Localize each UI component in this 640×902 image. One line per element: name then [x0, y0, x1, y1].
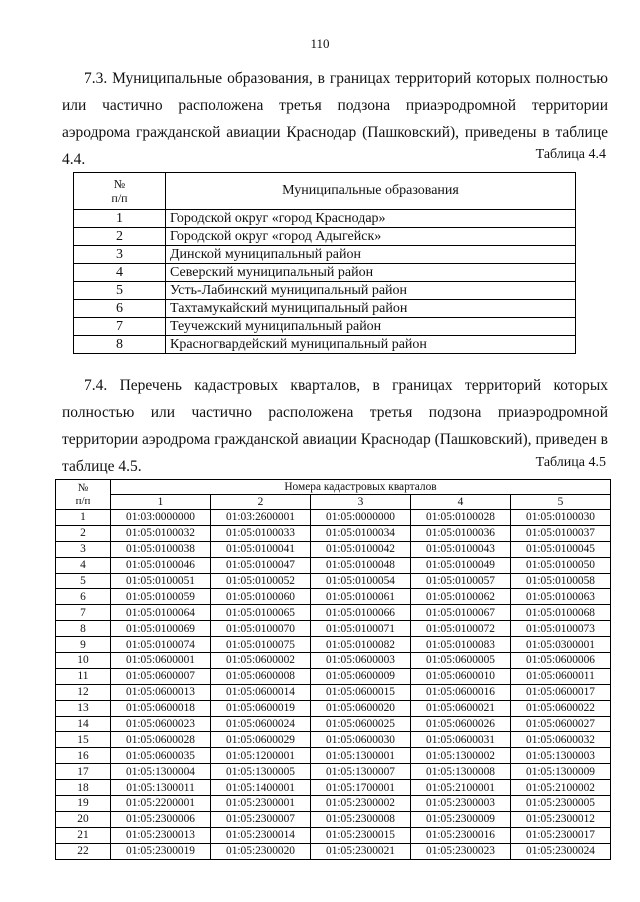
cadastral-quarter-cell: 01:05:0600030 — [311, 732, 411, 748]
cadastral-quarter-cell: 01:05:0100042 — [311, 541, 411, 557]
cadastral-quarter-cell: 01:05:2300017 — [511, 827, 611, 843]
row-number: 6 — [56, 589, 111, 605]
cadastral-quarter-cell: 01:05:0600020 — [311, 700, 411, 716]
cadastral-quarter-cell: 01:05:2300021 — [311, 843, 411, 859]
row-number: 5 — [74, 282, 166, 300]
table-row — [56, 557, 611, 573]
table-4-5-header-num — [56, 480, 111, 510]
table-row — [74, 264, 576, 282]
cadastral-quarter-cell: 01:03:0000000 — [111, 510, 211, 526]
cadastral-quarter-cell: 01:05:0600024 — [211, 716, 311, 732]
cadastral-quarter-cell: 01:05:1200001 — [211, 748, 311, 764]
cadastral-quarter-cell: 01:05:0600005 — [411, 653, 511, 669]
table-row — [74, 246, 576, 264]
cadastral-quarter-cell: 01:05:0100068 — [511, 605, 611, 621]
cadastral-quarter-cell: 01:05:0100041 — [211, 541, 311, 557]
cadastral-quarter-cell: 01:05:0100057 — [411, 573, 511, 589]
cadastral-quarter-cell: 01:05:0000000 — [311, 510, 411, 526]
row-number: 1 — [74, 210, 166, 228]
cadastral-quarter-cell: 01:05:1300004 — [111, 764, 211, 780]
row-number: 17 — [56, 764, 111, 780]
row-number: 21 — [56, 827, 111, 843]
cadastral-quarter-cell: 01:05:0100061 — [311, 589, 411, 605]
municipality-name: Северский муниципальный район — [166, 264, 576, 282]
table-row — [56, 621, 611, 637]
cadastral-quarter-cell: 01:05:2300023 — [411, 843, 511, 859]
cadastral-quarter-cell: 01:05:2300006 — [111, 811, 211, 827]
row-number: 2 — [56, 525, 111, 541]
paragraph-7-3-rest: или частично расположена третья подзона приаэродромной территории аэродрома гражданской авиации Краснодар (Пашковский), приведены в таблице 4.4. — [62, 97, 608, 168]
table-row — [56, 573, 611, 589]
cadastral-quarter-cell: 01:05:0600032 — [511, 732, 611, 748]
cadastral-quarter-cell: 01:05:0100069 — [111, 621, 211, 637]
cadastral-quarter-cell: 01:05:0100075 — [211, 637, 311, 653]
row-number: 18 — [56, 780, 111, 796]
row-number: 3 — [74, 246, 166, 264]
cadastral-quarter-cell: 01:05:0600025 — [311, 716, 411, 732]
cadastral-quarter-cell: 01:05:0100047 — [211, 557, 311, 573]
cadastral-quarter-cell: 01:05:0100065 — [211, 605, 311, 621]
row-number: 7 — [56, 605, 111, 621]
cadastral-quarter-cell: 01:05:0600021 — [411, 700, 511, 716]
cadastral-quarter-cell: 01:05:0600009 — [311, 668, 411, 684]
cadastral-quarter-cell: 01:05:0100048 — [311, 557, 411, 573]
cadastral-quarter-cell: 01:05:0100072 — [411, 621, 511, 637]
cadastral-quarter-cell: 01:05:0600023 — [111, 716, 211, 732]
table-row — [56, 668, 611, 684]
column-header: 2 — [211, 495, 311, 510]
row-number: 8 — [56, 621, 111, 637]
cadastral-quarter-cell: 01:05:0100038 — [111, 541, 211, 557]
cadastral-quarter-cell: 01:05:0100070 — [211, 621, 311, 637]
cadastral-quarter-cell: 01:05:0600007 — [111, 668, 211, 684]
cadastral-quarter-cell: 01:05:1300007 — [311, 764, 411, 780]
table-row — [56, 653, 611, 669]
row-number: 20 — [56, 811, 111, 827]
cadastral-quarter-cell: 01:05:0600008 — [211, 668, 311, 684]
header-num-text: № п/п — [75, 481, 91, 507]
cadastral-quarter-cell: 01:05:0600022 — [511, 700, 611, 716]
row-number: 15 — [56, 732, 111, 748]
cadastral-quarter-cell: 01:05:0100030 — [511, 510, 611, 526]
column-header: 5 — [511, 495, 611, 510]
paragraph-7-4 — [62, 372, 608, 480]
table-row — [56, 541, 611, 557]
cadastral-quarter-cell: 01:05:0100071 — [311, 621, 411, 637]
table-4-5-caption: Таблица 4.5 — [535, 455, 606, 470]
table-row — [74, 318, 576, 336]
column-header: 3 — [311, 495, 411, 510]
table-row — [56, 605, 611, 621]
cadastral-quarter-cell: 01:05:0600018 — [111, 700, 211, 716]
cadastral-quarter-cell: 01:05:0100036 — [411, 525, 511, 541]
cadastral-quarter-cell: 01:05:2300009 — [411, 811, 511, 827]
row-number: 19 — [56, 796, 111, 812]
table-4-5-header-group: Номера кадастровых кварталов — [111, 480, 611, 495]
cadastral-quarter-cell: 01:05:0100032 — [111, 525, 211, 541]
row-number: 12 — [56, 684, 111, 700]
cadastral-quarter-cell: 01:05:1300001 — [311, 748, 411, 764]
cadastral-quarter-cell: 01:05:0600028 — [111, 732, 211, 748]
cadastral-quarter-cell: 01:05:2300008 — [311, 811, 411, 827]
table-4-5 — [55, 479, 611, 860]
cadastral-quarter-cell: 01:05:2300003 — [411, 796, 511, 812]
cadastral-quarter-cell: 01:05:0600003 — [311, 653, 411, 669]
cadastral-quarter-cell: 01:05:0600006 — [511, 653, 611, 669]
cadastral-quarter-cell: 01:05:0600017 — [511, 684, 611, 700]
cadastral-quarter-cell: 01:05:0100067 — [411, 605, 511, 621]
cadastral-quarter-cell: 01:05:0600002 — [211, 653, 311, 669]
cadastral-quarter-cell: 01:05:0100059 — [111, 589, 211, 605]
row-number: 7 — [74, 318, 166, 336]
cadastral-quarter-cell: 01:05:0100054 — [311, 573, 411, 589]
table-row — [56, 510, 611, 526]
cadastral-quarter-cell: 01:05:0100045 — [511, 541, 611, 557]
cadastral-quarter-cell: 01:05:0100063 — [511, 589, 611, 605]
cadastral-quarter-cell: 01:05:0600031 — [411, 732, 511, 748]
cadastral-quarter-cell: 01:05:1400001 — [211, 780, 311, 796]
cadastral-quarter-cell: 01:05:0100050 — [511, 557, 611, 573]
row-number: 4 — [56, 557, 111, 573]
cadastral-quarter-cell: 01:05:0100083 — [411, 637, 511, 653]
paragraph-7-4-first-line: 7.4. Перечень кадастровых кварталов, в границах территорий которых — [84, 377, 608, 394]
cadastral-quarter-cell: 01:05:0100034 — [311, 525, 411, 541]
cadastral-quarter-cell: 01:05:2300020 — [211, 843, 311, 859]
cadastral-quarter-cell: 01:05:2300019 — [111, 843, 211, 859]
table-row — [74, 228, 576, 246]
column-header: 4 — [411, 495, 511, 510]
row-number: 6 — [74, 300, 166, 318]
table-row — [56, 637, 611, 653]
cadastral-quarter-cell: 01:05:0100049 — [411, 557, 511, 573]
row-number: 22 — [56, 843, 111, 859]
table-4-4-caption: Таблица 4.4 — [535, 147, 606, 162]
paragraph-7-3-first-line: 7.3. Муниципальные образования, в границах территорий которых полностью — [84, 70, 608, 87]
page-number: 110 — [310, 36, 330, 51]
municipality-name: Городской округ «город Адыгейск» — [166, 228, 576, 246]
table-row — [56, 748, 611, 764]
cadastral-quarter-cell: 01:05:2300013 — [111, 827, 211, 843]
cadastral-quarter-cell: 01:05:0600016 — [411, 684, 511, 700]
cadastral-quarter-cell: 01:05:0600019 — [211, 700, 311, 716]
municipality-name: Теучежский муниципальный район — [166, 318, 576, 336]
cadastral-quarter-cell: 01:05:0100043 — [411, 541, 511, 557]
table-row — [74, 210, 576, 228]
table-row — [56, 700, 611, 716]
table-row — [56, 716, 611, 732]
cadastral-quarter-cell: 01:05:2300014 — [211, 827, 311, 843]
cadastral-quarter-cell: 01:05:0100033 — [211, 525, 311, 541]
row-number: 8 — [74, 336, 166, 354]
row-number: 10 — [56, 653, 111, 669]
cadastral-quarter-cell: 01:05:0100058 — [511, 573, 611, 589]
municipality-name: Городской округ «город Краснодар» — [166, 210, 576, 228]
cadastral-quarter-cell: 01:05:0100028 — [411, 510, 511, 526]
table-row — [56, 525, 611, 541]
cadastral-quarter-cell: 01:05:1700001 — [311, 780, 411, 796]
cadastral-quarter-cell: 01:05:0100073 — [511, 621, 611, 637]
cadastral-quarter-cell: 01:05:1300003 — [511, 748, 611, 764]
table-row — [56, 684, 611, 700]
row-number: 4 — [74, 264, 166, 282]
cadastral-quarter-cell: 01:05:0100064 — [111, 605, 211, 621]
row-number: 5 — [56, 573, 111, 589]
cadastral-quarter-cell: 01:05:0100051 — [111, 573, 211, 589]
paragraph-7-4-rest: полностью или частично расположена третья подзона приаэродромной территории аэродрома гражданской авиации Краснодар (Пашковский), приведен в таблице 4.5. — [62, 404, 608, 475]
cadastral-quarter-cell: 01:05:2300016 — [411, 827, 511, 843]
row-number: 1 — [56, 510, 111, 526]
cadastral-quarter-cell: 01:05:0600010 — [411, 668, 511, 684]
row-number: 13 — [56, 700, 111, 716]
row-number: 14 — [56, 716, 111, 732]
cadastral-quarter-cell: 01:05:1300008 — [411, 764, 511, 780]
table-row — [56, 764, 611, 780]
cadastral-quarter-cell: 01:05:0600015 — [311, 684, 411, 700]
cadastral-quarter-cell: 01:05:2300024 — [511, 843, 611, 859]
cadastral-quarter-cell: 01:05:2100002 — [511, 780, 611, 796]
cadastral-quarter-cell: 01:05:0100037 — [511, 525, 611, 541]
cadastral-quarter-cell: 01:03:2600001 — [211, 510, 311, 526]
table-row — [56, 843, 611, 859]
table-4-4-header-num — [74, 173, 166, 210]
cadastral-quarter-cell: 01:05:0100066 — [311, 605, 411, 621]
cadastral-quarter-cell: 01:05:0100052 — [211, 573, 311, 589]
cadastral-quarter-cell: 01:05:0600035 — [111, 748, 211, 764]
table-row — [56, 732, 611, 748]
column-header: 1 — [111, 495, 211, 510]
cadastral-quarter-cell: 01:05:0600029 — [211, 732, 311, 748]
header-num-text: № п/п — [111, 177, 128, 205]
cadastral-quarter-cell: 01:05:1300002 — [411, 748, 511, 764]
cadastral-quarter-cell: 01:05:2100001 — [411, 780, 511, 796]
cadastral-quarter-cell: 01:05:2300001 — [211, 796, 311, 812]
municipality-name: Динской муниципальный район — [166, 246, 576, 264]
cadastral-quarter-cell: 01:05:0100062 — [411, 589, 511, 605]
municipality-name: Тахтамукайский муниципальный район — [166, 300, 576, 318]
table-4-4-header-name: Муниципальные образования — [166, 173, 576, 210]
cadastral-quarter-cell: 01:05:1300005 — [211, 764, 311, 780]
cadastral-quarter-cell: 01:05:0600014 — [211, 684, 311, 700]
table-row — [74, 300, 576, 318]
table-row — [56, 811, 611, 827]
cadastral-quarter-cell: 01:05:0300001 — [511, 637, 611, 653]
table-row — [74, 282, 576, 300]
cadastral-quarter-cell: 01:05:2300012 — [511, 811, 611, 827]
cadastral-quarter-cell: 01:05:0100046 — [111, 557, 211, 573]
table-4-4 — [73, 172, 576, 354]
cadastral-quarter-cell: 01:05:2300007 — [211, 811, 311, 827]
cadastral-quarter-cell: 01:05:2200001 — [111, 796, 211, 812]
municipality-name: Красногвардейский муниципальный район — [166, 336, 576, 354]
row-number: 16 — [56, 748, 111, 764]
row-number: 2 — [74, 228, 166, 246]
cadastral-quarter-cell: 01:05:2300002 — [311, 796, 411, 812]
cadastral-quarter-cell: 01:05:2300015 — [311, 827, 411, 843]
row-number: 9 — [56, 637, 111, 653]
table-row — [56, 827, 611, 843]
municipality-name: Усть-Лабинский муниципальный район — [166, 282, 576, 300]
table-row — [74, 336, 576, 354]
cadastral-quarter-cell: 01:05:0600013 — [111, 684, 211, 700]
row-number: 3 — [56, 541, 111, 557]
cadastral-quarter-cell: 01:05:0600027 — [511, 716, 611, 732]
cadastral-quarter-cell: 01:05:0100060 — [211, 589, 311, 605]
row-number: 11 — [56, 668, 111, 684]
cadastral-quarter-cell: 01:05:0600001 — [111, 653, 211, 669]
cadastral-quarter-cell: 01:05:1300009 — [511, 764, 611, 780]
cadastral-quarter-cell: 01:05:2300005 — [511, 796, 611, 812]
paragraph-7-3 — [62, 65, 608, 173]
cadastral-quarter-cell: 01:05:0600026 — [411, 716, 511, 732]
table-row — [56, 589, 611, 605]
cadastral-quarter-cell: 01:05:1300011 — [111, 780, 211, 796]
cadastral-quarter-cell: 01:05:0600011 — [511, 668, 611, 684]
cadastral-quarter-cell: 01:05:0100082 — [311, 637, 411, 653]
cadastral-quarter-cell: 01:05:0100074 — [111, 637, 211, 653]
table-row — [56, 780, 611, 796]
table-row — [56, 796, 611, 812]
